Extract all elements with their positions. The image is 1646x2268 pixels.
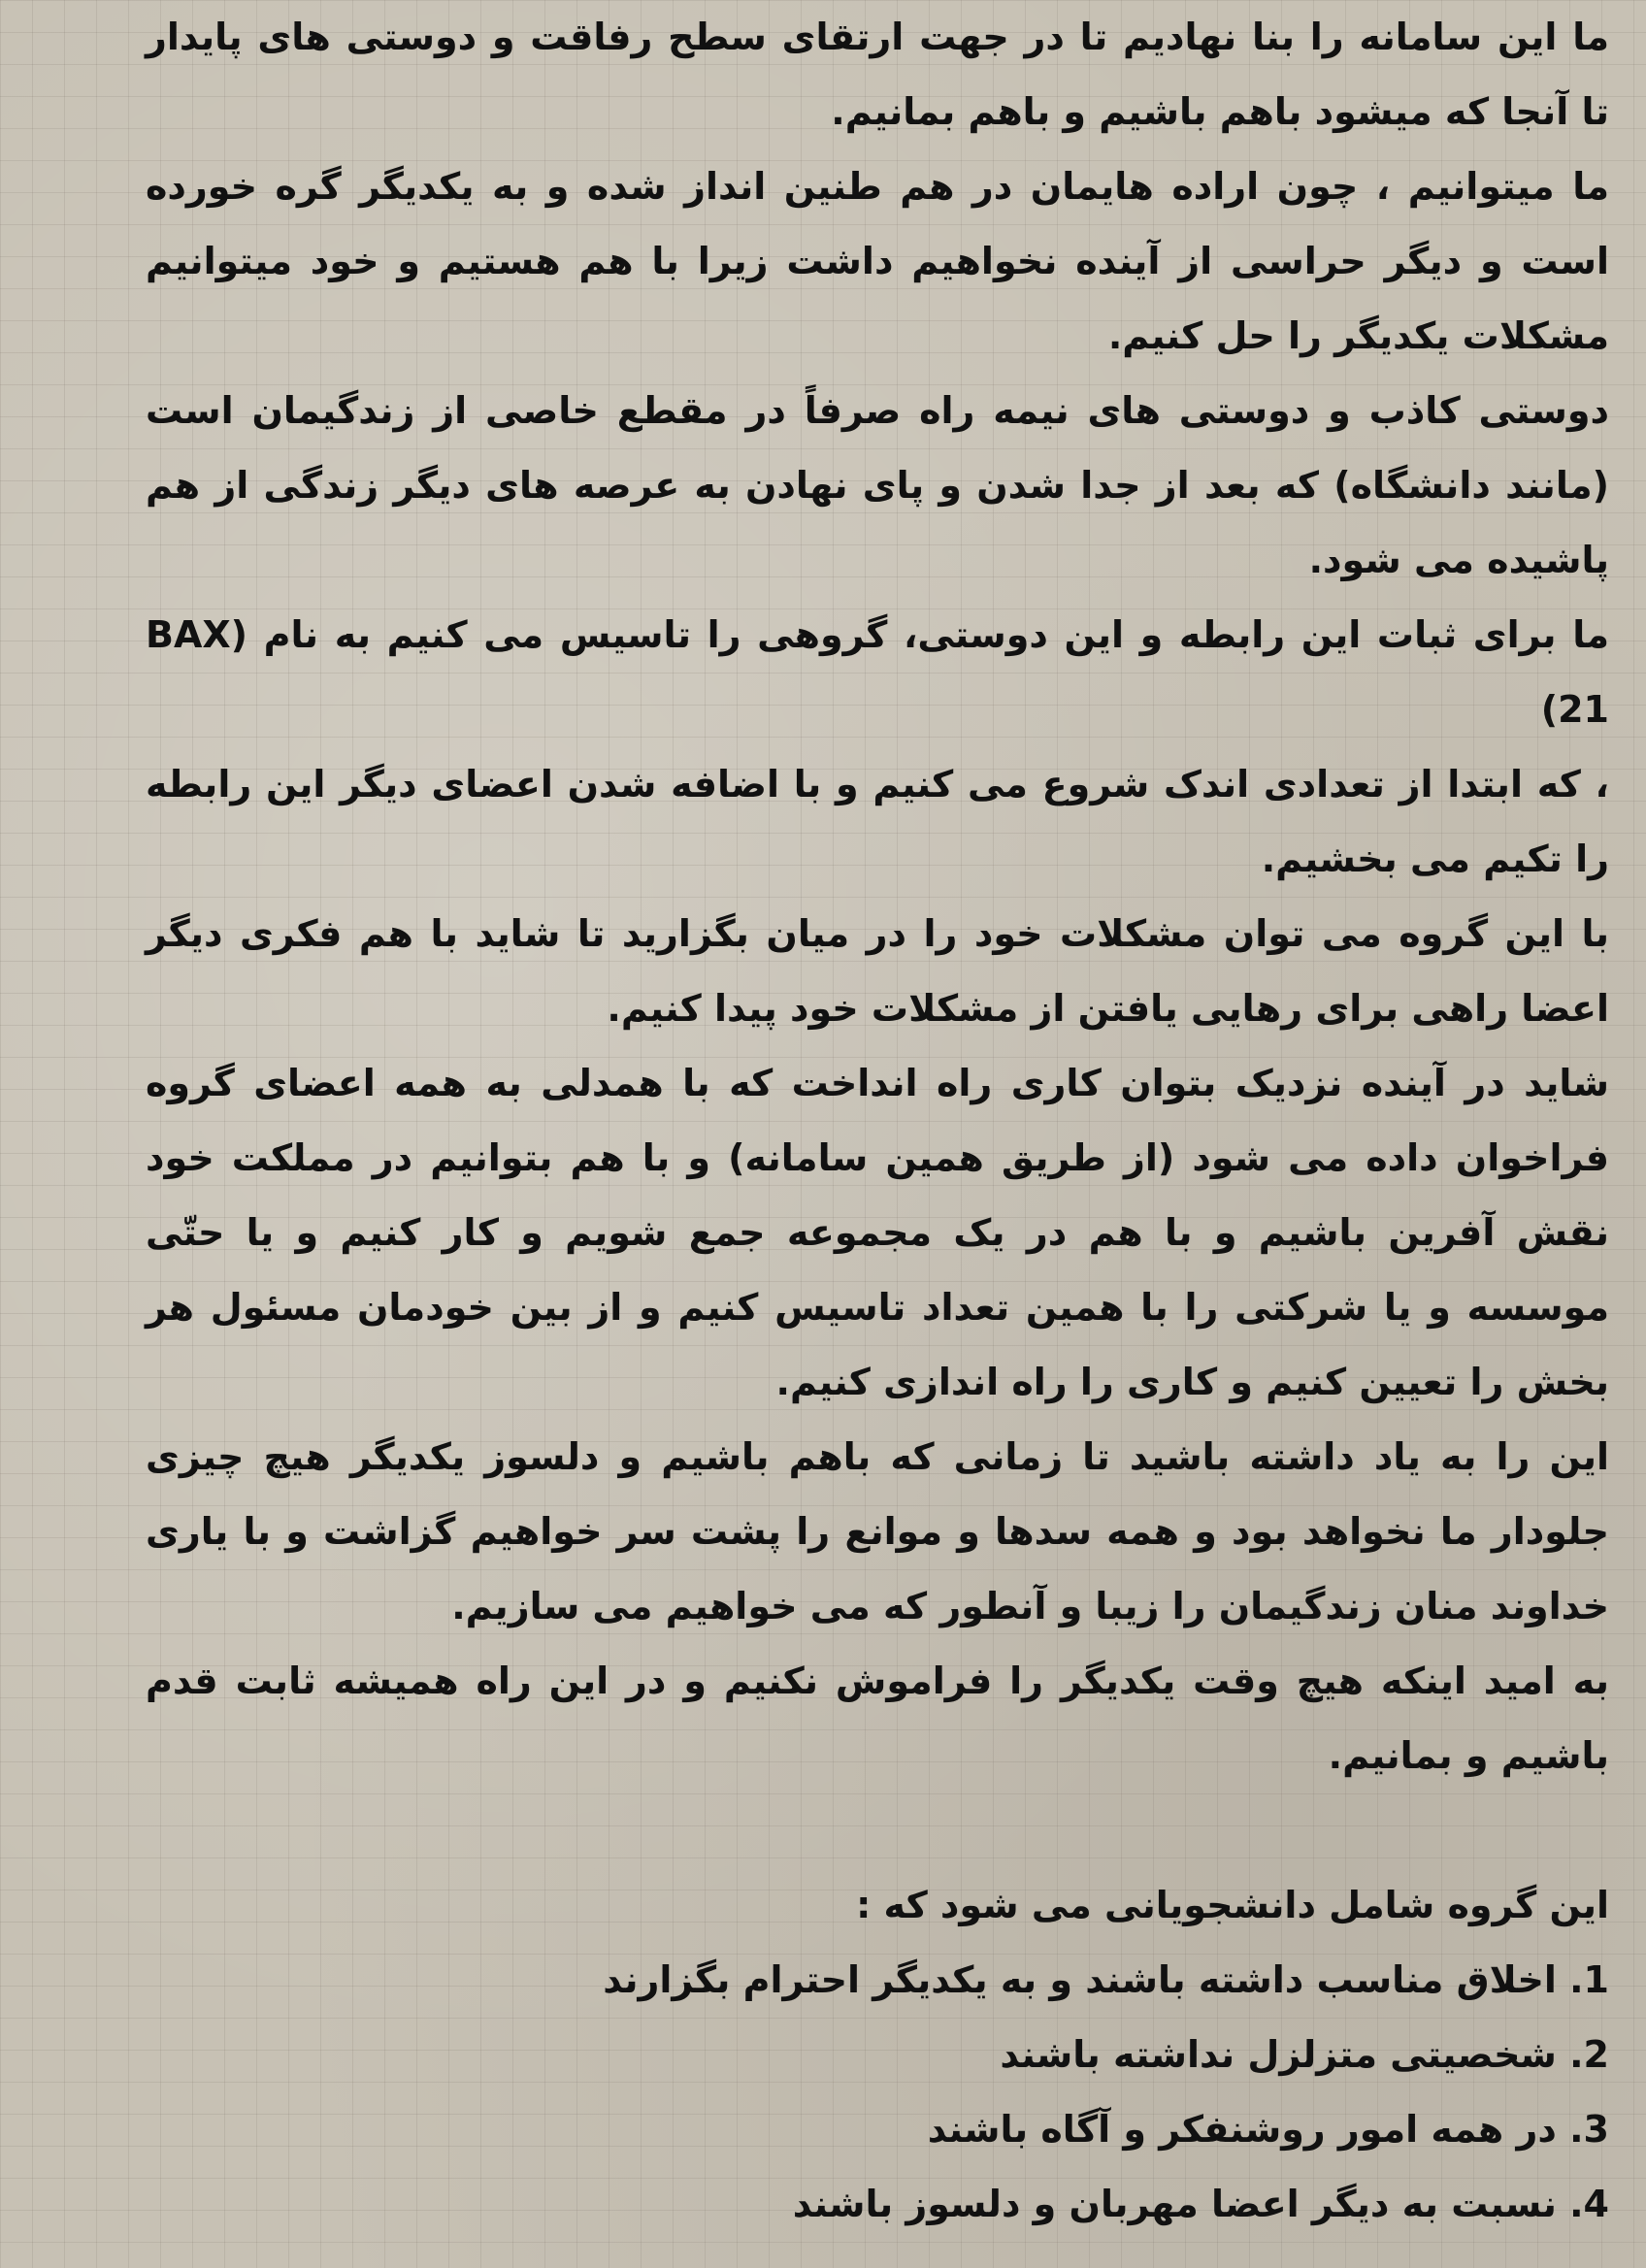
paragraph-1: ما این سامانه را بنا نهادیم تا در جهت ارتقای سطح رفاقت و دوستی های پایدار تا آنجا که میشود باهم باشیم و باهم بمانیم.: [146, 16, 1609, 133]
list-item-number: 2.: [1569, 2033, 1609, 2076]
list-item-number: 4.: [1569, 2183, 1609, 2225]
paragraph-6: با این گروه می توان مشکلات خود را در میان بگزارید تا شاید با هم فکری دیگر اعضا راهی برای رهایی یافتن از مشکلات خود پیدا کنیم.: [146, 912, 1609, 1030]
list-item: [146, 2018, 1609, 2092]
list-item-number: 1.: [1569, 1958, 1609, 2001]
criteria-list: [146, 1868, 1609, 2242]
paragraph-7: شاید در آینده نزدیک بتوان کاری راه انداخت که با همدلی به همه اعضای گروه فراخوان داده می شود (از طریق همین سامانه) و با هم بتوانیم در مملکت خود نقش آفرین باشیم و با هم در یک مجموعه جمع شویم و کار کنیم و یا حتّی موسسه و یا شرکتی را با همین تعداد تاسیس کنیم و از بین خودمان مسئول هر بخش را تعیین کنیم و کاری را راه اندازی کنیم.: [146, 1062, 1609, 1403]
paragraph-4: ما برای ثبات این رابطه و این دوستی، گروهی را تاسیس می کنیم به نام (BAX 21): [146, 613, 1609, 731]
list-item-number: 3.: [1569, 2108, 1609, 2151]
document-body: [146, 0, 1609, 2242]
list-item: [146, 2167, 1609, 2242]
paragraph-5: ، که ابتدا از تعدادی اندک شروع می کنیم و با اضافه شدن اعضای دیگر این رابطه را تکیم می بخشیم.: [146, 763, 1609, 880]
paragraph-8: این را به یاد داشته باشید تا زمانی که باهم باشیم و دلسوز یکدیگر هیچ چیزی جلودار ما نخواهد بود و همه سدها و موانع را پشت سر خواهیم گزاشت و با یاری خداوند منان زندگیمان را زیبا و آنطور که می خواهیم می سازیم.: [146, 1435, 1609, 1627]
list-item-text: اخلاق مناسب داشته باشند و به یکدیگر احترام بگزارند: [603, 1958, 1557, 2001]
section-gap: [146, 1793, 1609, 1868]
list-item-text: نسبت به دیگر اعضا مهربان و دلسوز باشند: [792, 2183, 1557, 2225]
list-item: [146, 2092, 1609, 2167]
list-item-text: شخصیتی متزلزل نداشته باشند: [1000, 2033, 1557, 2076]
paragraph-2: ما میتوانیم ، چون اراده هایمان در هم طنین انداز شده و به یکدیگر گره خورده است و دیگر حراسی از آینده نخواهیم داشت زیرا با هم هستیم و خود میتوانیم مشکلات یکدیگر را حل کنیم.: [146, 165, 1609, 357]
paragraph-9: به امید اینکه هیچ وقت یکدیگر را فراموش نکنیم و در این راه همیشه ثابت قدم باشیم و بمانیم.: [146, 1660, 1609, 1777]
list-intro: این گروه شامل دانشجویانی می شود که :: [856, 1884, 1609, 1926]
list-item-text: در همه امور روشنفکر و آگاه باشند: [927, 2108, 1557, 2151]
list-item: [146, 1943, 1609, 2018]
paragraph-3: دوستی کاذب و دوستی های نیمه راه صرفاً در مقطع خاصی از زندگیمان است (مانند دانشگاه) که بعد از جدا شدن و پای نهادن به عرصه های دیگر زندگی از هم پاشیده می شود.: [146, 389, 1609, 581]
